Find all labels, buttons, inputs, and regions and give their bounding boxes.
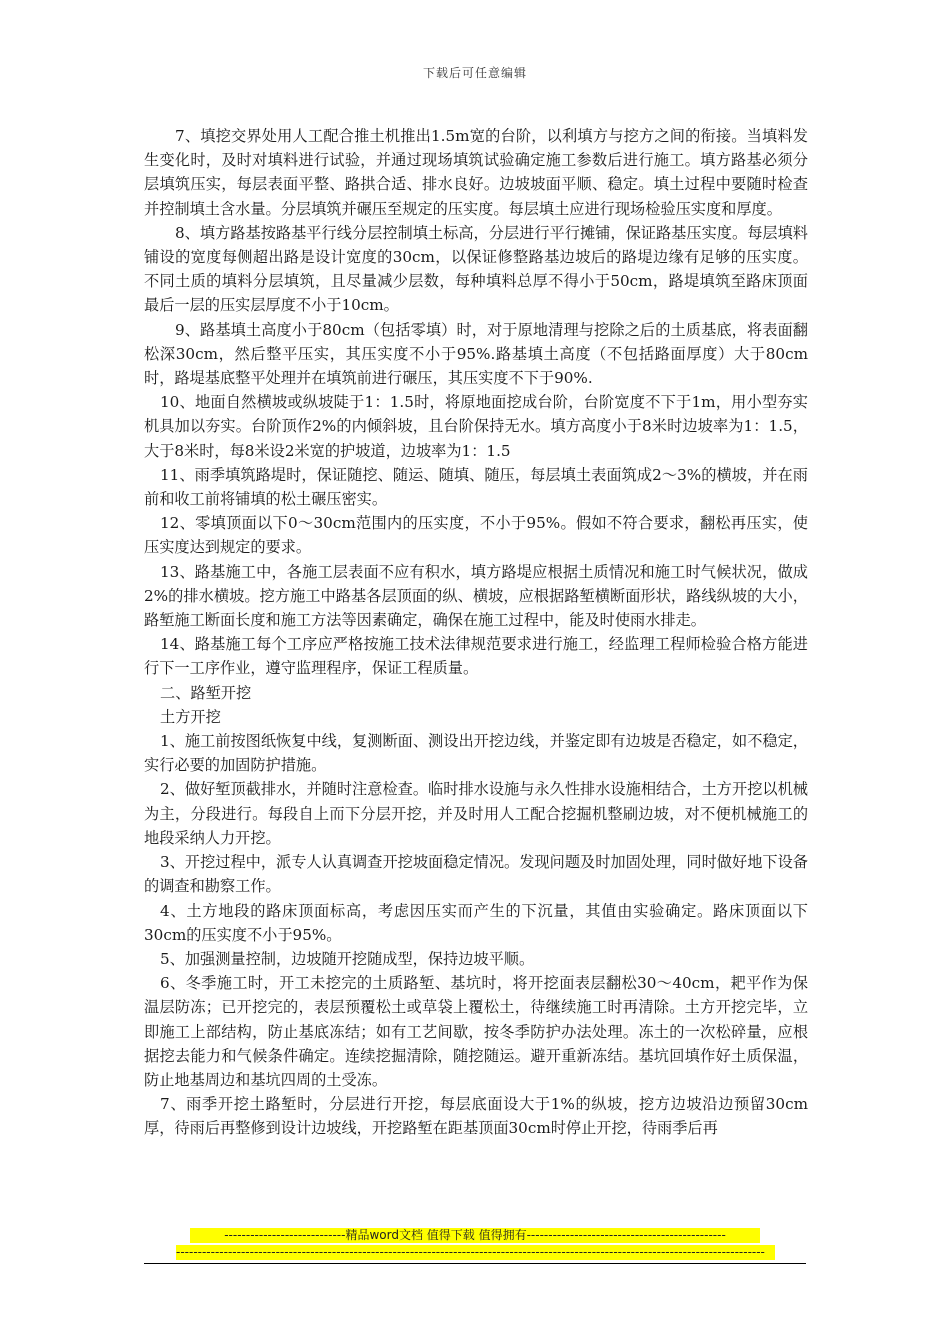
paragraph: 6、冬季施工时，开工未挖完的土质路堑、基坑时，将开挖面表层翻松30～40cm，耙平作为保温层防冻；已开挖完的，表层预覆松土或草袋上覆松土，待继续施工时再清除。土方开挖完毕，立即施工上部结构，防止基底冻结；如有工艺间歇，按冬季防护办法处理。冻土的一次松碎量，应根据挖去能力和气候条件确定。连续挖掘清除，随挖随运。避开重新冻结。基坑回填作好土质保温，防止地基周边和基坑四周的土受冻。 (144, 974, 808, 1089)
paragraph: 4、土方地段的路床顶面标高，考虑因压实而产生的下沉量，其值由实验确定。路床顶面以下30cm的压实度不小于95%。 (144, 901, 808, 944)
paragraph: 11、雨季填筑路堤时，保证随挖、随运、随填、随压，每层填土表面筑成2～3%的横坡，并在雨前和收工前将铺填的松土碾压密实。 (144, 465, 808, 509)
page-header: 下载后可任意编辑 (422, 66, 527, 80)
paragraph: 5、加强测量控制，边坡随开挖随成型，保持边坡平顺。 (160, 949, 535, 968)
document-body (144, 124, 808, 1141)
paragraph: 14、路基施工每个工序应严格按施工技术法律规范要求进行施工，经监理工程师检验合格方能进行下一工序作业，遵守监理程序，保证工程质量。 (144, 635, 808, 678)
paragraph: 二、路堑开挖 (160, 683, 252, 702)
footer-divider (144, 1263, 806, 1264)
paragraph: 3、开挖过程中，派专人认真调查开挖坡面稳定情况。发现问题及时加固处理，同时做好地下设备的调查和勘察工作。 (144, 853, 808, 896)
paragraph: 8、填方路基按路基平行线分层控制填土标高，分层进行平行摊铺，保证路基压实度。每层填料铺设的宽度每侧超出路是设计宽度的30cm，以保证修整路基边坡后的路堤边缘有足够的压实度。不同土质的填料分层填筑，且尽量减少层数，每种填料总厚不得小于50cm，路堤填筑至路床顶面最后一层的压实层厚度不小于10cm。 (144, 223, 808, 315)
footer-banner: ----------------------------精品word文档 值得下载 值得拥有---------------------------------------------- (190, 1228, 760, 1243)
paragraph: 13、路基施工中，各施工层表面不应有积水，填方路堤应根据土质情况和施工时气候状况，做成2%的排水横坡。挖方施工中路基各层顶面的纵、横坡，应根据路堑横断面形状，路线纵坡的大小，路堑施工断面长度和施工方法等因素确定，确保在施工过程中，能及时使雨水排走。 (144, 562, 808, 630)
paragraph: 土方开挖 (160, 707, 221, 726)
paragraph: 9、路基填土高度小于80cm（包括零填）时，对于原地清理与挖除之后的土质基底，将表面翻松深30cm，然后整平压实，其压实度不小于95%.路基填土高度（不包括路面厚度）大于80cm时，路堤基底整平处理并在填筑前进行碾压，其压实度不下于90%. (144, 320, 808, 388)
paragraph: 7、填挖交界处用人工配合推土机推出1.5m宽的台阶，以利填方与挖方之间的衔接。当填料发生变化时，及时对填料进行试验，并通过现场填筑试验确定施工参数后进行施工。填方路基必须分层填筑压实，每层表面平整、路拱合适、排水良好。边坡坡面平顺、稳定。填土过程中要随时检查并控制填土含水量。分层填筑并碾压至规定的压实度。每层填土应进行现场检验压实度和厚度。 (144, 127, 808, 218)
paragraph: 2、做好堑顶截排水，并随时注意检查。临时排水设施与永久性排水设施相结合，土方开挖以机械为主，分段进行。每段自上而下分层开挖，并及时用人工配合挖掘机整刷边坡，对不便机械施工的地段采纳人力开挖。 (144, 780, 808, 847)
paragraph: 10、地面自然横坡或纵坡陡于1：1.5时，将原地面挖成台阶，台阶宽度不下于1m，用小型夯实机具加以夯实。台阶顶作2%的内倾斜坡，且台阶保持无水。填方高度小于8米时边坡率为1：1.5，大于8米时，每8米设2米宽的护坡道，边坡率为1：1.5 (144, 393, 808, 460)
paragraph: 1、施工前按图纸恢复中线，复测断面、测设出开挖边线，并鉴定即有边坡是否稳定，如不稳定，实行必要的加固防护措施。 (144, 732, 808, 775)
paragraph: 12、零填顶面以下0～30cm范围内的压实度，不小于95%。假如不符合要求，翻松再压实，使压实度达到规定的要求。 (144, 514, 808, 557)
paragraph: 7、雨季开挖土路堑时，分层进行开挖，每层底面设大于1%的纵坡，挖方边坡沿边预留30cm厚，待雨后再整修到设计边坡线，开挖路堑在距基顶面30cm时停止开挖，待雨季后再 (144, 1095, 808, 1138)
footer-dashes: ---------------------------------------------------------------------------------------------------------------------------------------- (176, 1245, 775, 1260)
